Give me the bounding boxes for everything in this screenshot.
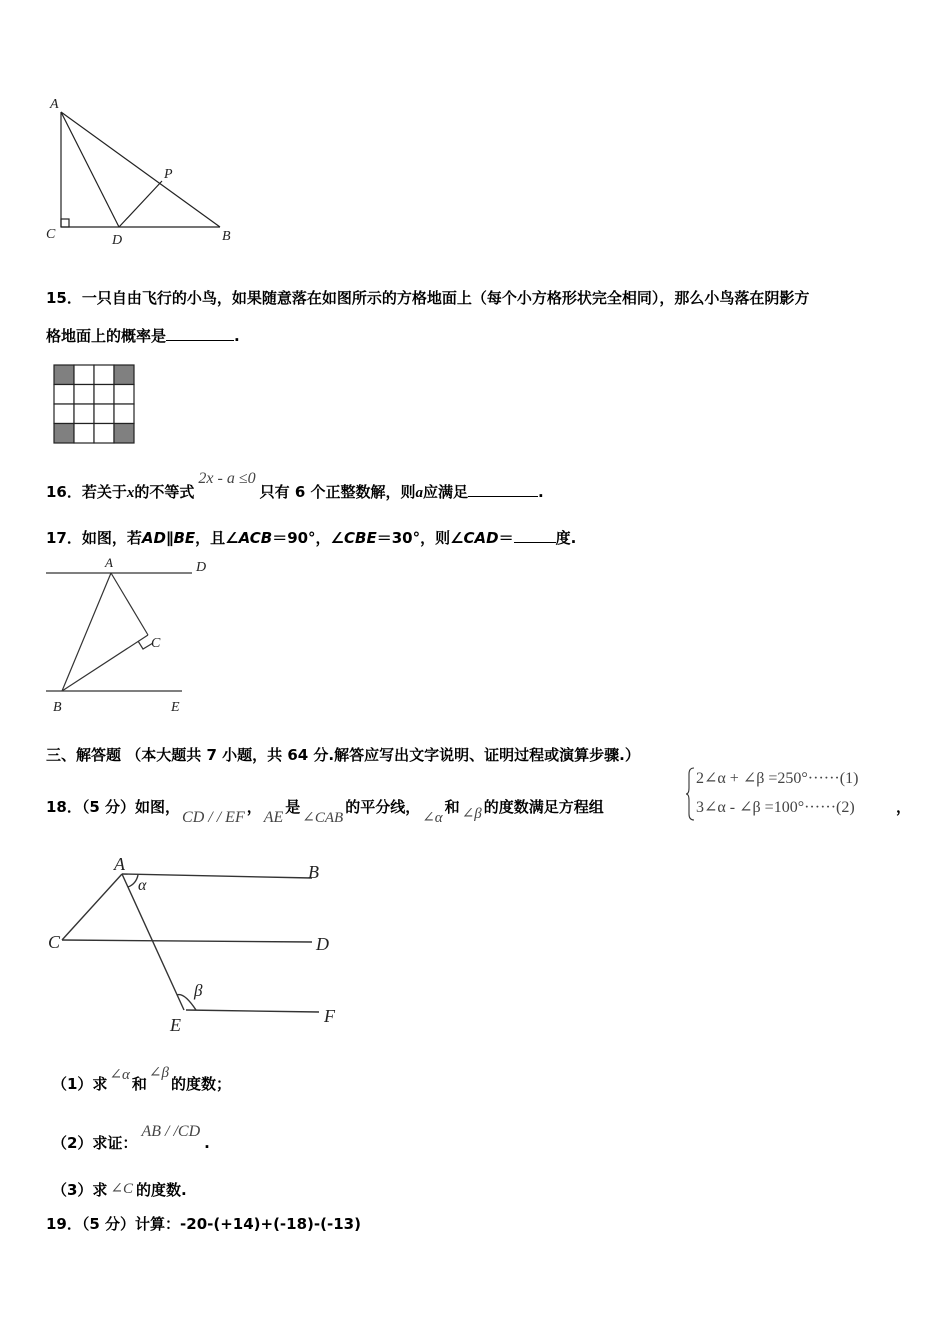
grid-cell bbox=[94, 365, 114, 385]
text: 只有 6 个正整数解，则 bbox=[259, 483, 416, 501]
label-alpha: α bbox=[138, 877, 147, 894]
label-d: D bbox=[316, 934, 329, 954]
section-3-title: 三、解答题 （本大题共 7 小题，共 64 分.解答应写出文字说明、证明过程或演算步骤.） bbox=[46, 746, 640, 764]
text: 和 bbox=[444, 798, 460, 816]
grid-cell bbox=[74, 385, 94, 405]
math-angle-beta: ∠β bbox=[148, 1065, 169, 1081]
grid-cell-shaded bbox=[114, 365, 134, 385]
question-18 bbox=[46, 796, 604, 826]
equation-1: 2∠α + ∠β =250°······(1) bbox=[696, 770, 859, 787]
math-angle-c: ∠C bbox=[110, 1181, 134, 1197]
angle-alpha-arc bbox=[128, 875, 138, 887]
text: 应满足 bbox=[423, 483, 469, 501]
label-p: P bbox=[164, 167, 173, 182]
question-17 bbox=[46, 527, 576, 548]
label-b: B bbox=[308, 862, 319, 882]
triangle-figure-q14 bbox=[40, 92, 250, 252]
math-cad: CAD bbox=[463, 529, 499, 547]
question-number: 18． bbox=[46, 798, 82, 816]
answer-blank[interactable] bbox=[514, 528, 556, 543]
text: （2）求证： bbox=[52, 1134, 138, 1152]
line-cd bbox=[62, 940, 312, 942]
question-number: 17． bbox=[46, 529, 82, 547]
text: 度. bbox=[555, 529, 577, 547]
line-ef bbox=[186, 1010, 319, 1012]
grid-cell bbox=[114, 385, 134, 405]
segment-ae bbox=[122, 874, 184, 1010]
grid-cell-shaded bbox=[54, 424, 74, 444]
text: ＝30°，则∠ bbox=[376, 529, 464, 547]
text: 若关于 bbox=[81, 483, 127, 501]
segment-ab bbox=[61, 112, 220, 227]
grid-cell bbox=[94, 424, 114, 444]
text: ， bbox=[246, 798, 262, 816]
label-c: C bbox=[151, 636, 161, 651]
segment-ab bbox=[62, 573, 111, 691]
question-text: （5 分）计算：-20-(+14)+(-18)-(-13) bbox=[81, 1215, 361, 1233]
grid-cell bbox=[74, 424, 94, 444]
label-b: B bbox=[222, 229, 231, 244]
label-d: D bbox=[112, 233, 123, 248]
label-b: B bbox=[53, 700, 62, 715]
label-e: E bbox=[171, 700, 180, 715]
text: 的度数满足方程组 bbox=[483, 798, 604, 816]
period: . bbox=[538, 483, 544, 501]
text: ＝ bbox=[498, 529, 514, 547]
question-19 bbox=[46, 1213, 361, 1234]
segment-dp bbox=[119, 181, 162, 227]
variable-a: a bbox=[415, 485, 424, 501]
equation-system-brace bbox=[686, 766, 696, 822]
text: 的度数； bbox=[170, 1075, 231, 1093]
q18-sub1 bbox=[52, 1065, 231, 1094]
label-beta: β bbox=[194, 981, 203, 1000]
segment-bc bbox=[62, 635, 148, 691]
question-number: 19． bbox=[46, 1215, 82, 1233]
line-ab bbox=[122, 874, 312, 878]
grid-cell bbox=[74, 404, 94, 424]
parallel-lines-figure-q17 bbox=[40, 553, 225, 715]
parallel-lines-figure-q18 bbox=[44, 852, 354, 1037]
question-15-line2 bbox=[46, 325, 240, 346]
segment-ca bbox=[62, 874, 122, 940]
grid-cell bbox=[74, 365, 94, 385]
text: 的平分线， bbox=[345, 798, 421, 816]
inequality-formula: 2x - a ≤0 bbox=[198, 470, 256, 487]
text: ，且∠ bbox=[195, 529, 239, 547]
question-16 bbox=[46, 470, 544, 502]
question-15-line1 bbox=[46, 287, 809, 308]
label-a: A bbox=[105, 555, 113, 570]
text: 的度数. bbox=[136, 1181, 187, 1199]
text: 如图，若 bbox=[81, 529, 142, 547]
grid-cell bbox=[94, 404, 114, 424]
math-cd-parallel-ef: CD / / EF bbox=[182, 809, 245, 826]
grid-cell bbox=[94, 385, 114, 405]
label-a: A bbox=[50, 97, 59, 112]
question-number: 15． bbox=[46, 289, 82, 307]
label-c: C bbox=[48, 932, 61, 952]
grid-cell-shaded bbox=[54, 365, 74, 385]
text: （5 分）如图， bbox=[81, 798, 181, 816]
equation-2: 3∠α - ∠β =100°······(2) bbox=[696, 799, 855, 816]
right-angle-mark bbox=[61, 219, 69, 227]
label-c: C bbox=[46, 227, 56, 242]
segment-ac bbox=[111, 573, 148, 635]
grid-cell bbox=[114, 404, 134, 424]
label-e: E bbox=[170, 1015, 181, 1035]
q18-sub2 bbox=[52, 1123, 210, 1153]
label-a: A bbox=[114, 854, 125, 874]
square-grid-figure bbox=[52, 363, 136, 445]
answer-blank[interactable] bbox=[166, 326, 234, 341]
math-ad-parallel-be: AD∥BE bbox=[141, 529, 196, 547]
text: （3）求 bbox=[52, 1181, 108, 1199]
math-ae: AE bbox=[263, 809, 284, 826]
label-d: D bbox=[196, 560, 207, 575]
trailing-comma: ， bbox=[896, 798, 912, 816]
segment-ad bbox=[61, 112, 119, 227]
question-text: 格地面上的概率是 bbox=[46, 327, 167, 345]
text: 的不等式 bbox=[134, 483, 195, 501]
text: 是 bbox=[285, 798, 301, 816]
math-angle-alpha: ∠α bbox=[109, 1067, 130, 1083]
grid-cell-shaded bbox=[114, 424, 134, 444]
math-angle-cab: ∠CAB bbox=[302, 810, 344, 826]
text: . bbox=[204, 1134, 210, 1152]
question-text: 一只自由飞行的小鸟，如果随意落在如图所示的方格地面上（每个小方格形状完全相同），那么小鸟落在阴影方 bbox=[81, 289, 810, 307]
text: 和 bbox=[131, 1075, 147, 1093]
math-acb: ACB bbox=[238, 529, 273, 547]
text: ＝90°，∠ bbox=[272, 529, 345, 547]
grid-cell bbox=[54, 404, 74, 424]
math-cbe: CBE bbox=[344, 529, 377, 547]
answer-blank[interactable] bbox=[468, 482, 538, 497]
math-angle-alpha: ∠α bbox=[422, 810, 443, 826]
math-ab-parallel-cd: AB / /CD bbox=[141, 1123, 201, 1140]
grid-cell bbox=[54, 385, 74, 405]
text: （1）求 bbox=[52, 1075, 108, 1093]
period: . bbox=[234, 327, 240, 345]
q18-sub3 bbox=[52, 1179, 187, 1200]
variable-x: x bbox=[126, 485, 135, 501]
label-f: F bbox=[324, 1006, 335, 1026]
question-number: 16． bbox=[46, 483, 82, 501]
math-angle-beta: ∠β bbox=[461, 806, 482, 822]
